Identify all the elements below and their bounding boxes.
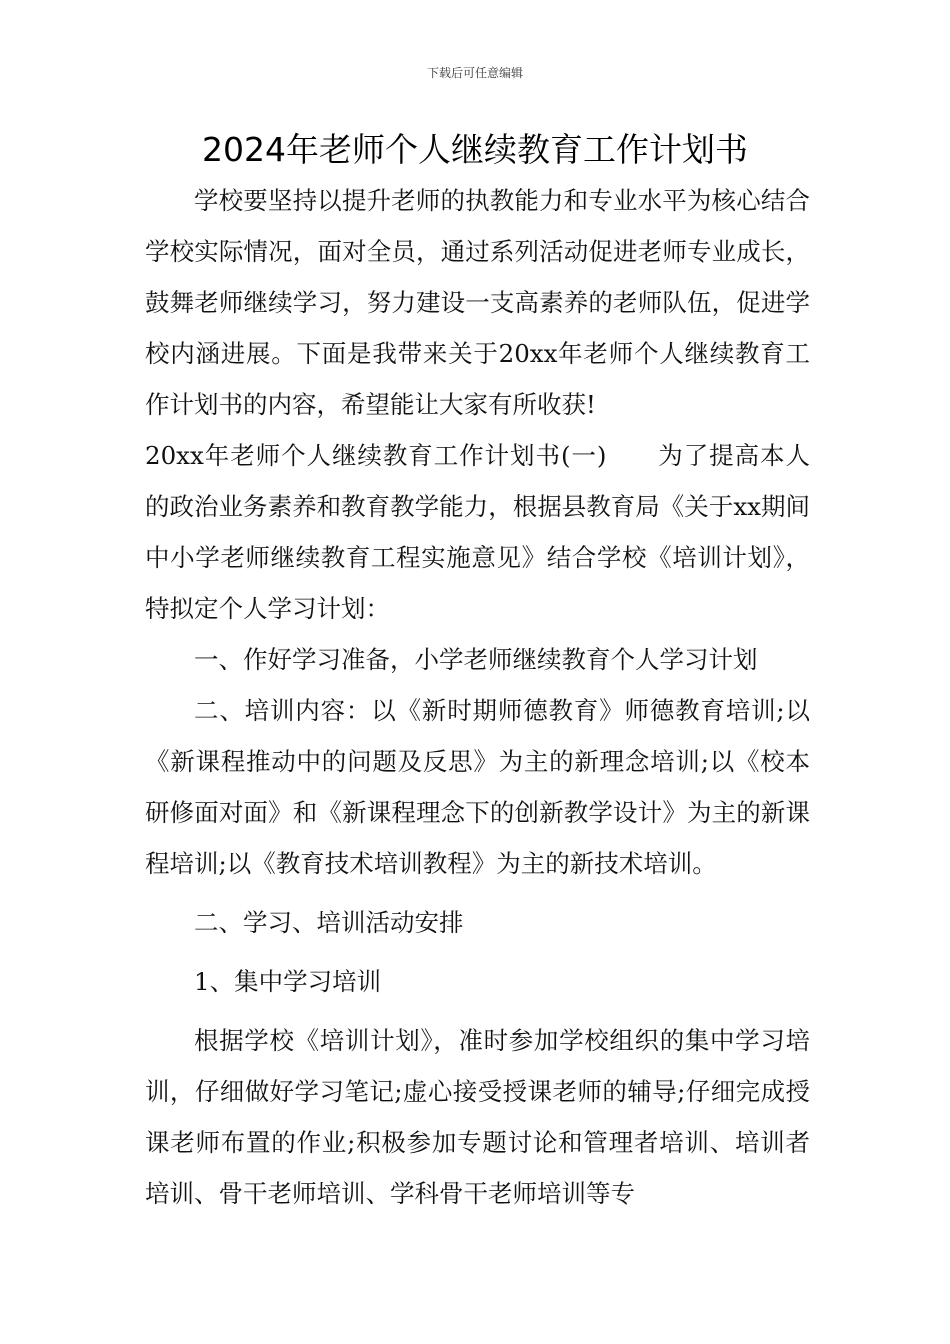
paragraph-centralized-training: 根据学校《培训计划》，准时参加学校组织的集中学习培训，仔细做好学习笔记;虚心接受授课老师的辅导;仔细完成授课老师布置的作业;积极参加专题讨论和管理者培训、培训者培训、骨干老师培训、学科骨干老师培训等专 (145, 1026, 810, 1208)
paragraph-section-two: 二、学习、培训活动安排 (194, 908, 464, 937)
header-note: 下载后可任意编辑 (426, 66, 523, 80)
paragraph-item-one: 1、集中学习培训 (194, 967, 382, 996)
paragraph-training-content: 二、培训内容：以《新时期师德教育》师德教育培训;以《新课程推动中的问题及反思》为主的新理念培训;以《校本研修面对面》和《新课程理念下的创新教学设计》为主的新课程培训;以《教育技术培训教程》为主的新技术培训。 (145, 696, 810, 878)
paragraph-plan-one: 20xx年老师个人继续教育工作计划书(一) 为了提高本人的政治业务素养和教育教学能力，根据县教育局《关于xx期间中小学老师继续教育工程实施意见》结合学校《培训计划》，特拟定个人学习计划： (145, 441, 810, 623)
paragraph-intro: 学校要坚持以提升老师的执教能力和专业水平为核心结合学校实际情况，面对全员，通过系列活动促进老师专业成长，鼓舞老师继续学习，努力建设一支高素养的老师队伍，促进学校内涵进展。下面是我带来关于20xx年老师个人继续教育工作计划书的内容，希望能让大家有所收获! (145, 186, 810, 419)
document-body (145, 175, 810, 1219)
paragraph-section-one: 一、作好学习准备，小学老师继续教育个人学习计划 (194, 645, 758, 674)
document-title: 2024年老师个人继续教育工作计划书 (202, 130, 748, 169)
